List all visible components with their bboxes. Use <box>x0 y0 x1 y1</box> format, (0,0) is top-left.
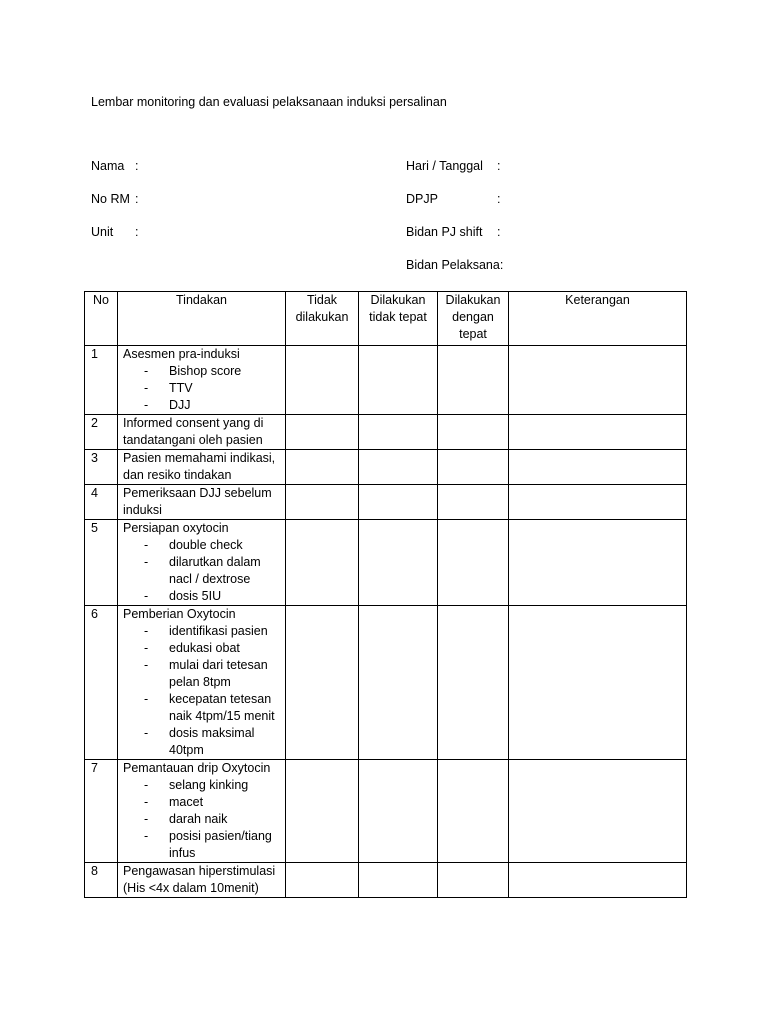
cell-dilakukan-dengan-tepat[interactable] <box>438 760 509 863</box>
cell-dilakukan-tidak-tepat[interactable] <box>359 450 438 485</box>
row-tindakan <box>118 415 286 450</box>
cell-tidak-dilakukan[interactable] <box>286 450 359 485</box>
table-row <box>85 346 687 415</box>
cell-tidak-dilakukan[interactable] <box>286 606 359 760</box>
field-no-rm-label: No RM <box>91 192 130 206</box>
cell-dilakukan-dengan-tepat[interactable] <box>438 415 509 450</box>
sub-item: - TTV <box>123 380 280 397</box>
tindakan-text: Pengawasan hiperstimulasi (His <4x dalam 10menit) <box>123 864 276 895</box>
header-keterangan: Keterangan <box>509 292 687 346</box>
row-tindakan <box>118 450 286 485</box>
row-number: 5 <box>85 520 118 606</box>
cell-keterangan[interactable] <box>509 346 687 415</box>
sub-item: - identifikasi pasien <box>123 623 280 640</box>
monitoring-table <box>84 291 687 898</box>
tindakan-text: Pemantauan drip Oxytocin <box>123 761 271 775</box>
cell-keterangan[interactable] <box>509 450 687 485</box>
sub-item: - DJJ <box>123 397 280 414</box>
tindakan-text: Persiapan oxytocin <box>123 521 229 535</box>
sub-item: - darah naik <box>123 811 280 828</box>
cell-tidak-dilakukan[interactable] <box>286 863 359 898</box>
cell-keterangan[interactable] <box>509 520 687 606</box>
header-tindakan: Tindakan <box>118 292 286 346</box>
cell-keterangan[interactable] <box>509 485 687 520</box>
row-tindakan <box>118 863 286 898</box>
tindakan-text: Informed consent yang di tandatangani oleh pasien <box>123 416 264 447</box>
tindakan-text: Pemberian Oxytocin <box>123 607 236 621</box>
row-number: 2 <box>85 415 118 450</box>
cell-keterangan[interactable] <box>509 863 687 898</box>
cell-dilakukan-dengan-tepat[interactable] <box>438 606 509 760</box>
sub-item: - double check <box>123 537 280 554</box>
sub-item-list <box>123 777 280 862</box>
row-tindakan <box>118 485 286 520</box>
cell-tidak-dilakukan[interactable] <box>286 346 359 415</box>
sub-item: - dosis 5IU <box>123 588 280 605</box>
field-bidan-pelaksana-label: Bidan Pelaksana: <box>406 258 504 272</box>
cell-dilakukan-dengan-tepat[interactable] <box>438 520 509 606</box>
row-number: 6 <box>85 606 118 760</box>
field-nama-label: Nama <box>91 159 125 173</box>
sub-item: - posisi pasien/tiang infus <box>123 828 280 862</box>
field-no-rm <box>91 191 139 208</box>
cell-tidak-dilakukan[interactable] <box>286 485 359 520</box>
field-hari-tanggal <box>406 158 501 175</box>
table-row <box>85 450 687 485</box>
field-bidan-pj-shift-label: Bidan PJ shift <box>406 225 483 239</box>
cell-keterangan[interactable] <box>509 606 687 760</box>
field-unit <box>91 224 139 241</box>
row-tindakan <box>118 760 286 863</box>
cell-tidak-dilakukan[interactable] <box>286 415 359 450</box>
sub-item-list <box>123 537 280 605</box>
row-tindakan <box>118 346 286 415</box>
cell-dilakukan-tidak-tepat[interactable] <box>359 863 438 898</box>
sub-item-list <box>123 363 280 414</box>
table-row <box>85 760 687 863</box>
sub-item: - selang kinking <box>123 777 280 794</box>
cell-dilakukan-dengan-tepat[interactable] <box>438 346 509 415</box>
cell-dilakukan-tidak-tepat[interactable] <box>359 520 438 606</box>
row-tindakan <box>118 606 286 760</box>
row-number: 8 <box>85 863 118 898</box>
field-unit-label: Unit <box>91 225 114 239</box>
field-nama-colon: : <box>135 159 139 173</box>
cell-keterangan[interactable] <box>509 415 687 450</box>
cell-dilakukan-dengan-tepat[interactable] <box>438 450 509 485</box>
table-row <box>85 415 687 450</box>
tindakan-text: Asesmen pra-induksi <box>123 347 240 361</box>
table-row <box>85 863 687 898</box>
row-number: 3 <box>85 450 118 485</box>
field-bidan-pelaksana <box>406 257 503 274</box>
sub-item: - Bishop score <box>123 363 280 380</box>
tindakan-text: Pemeriksaan DJJ sebelum induksi <box>123 486 272 517</box>
cell-keterangan[interactable] <box>509 760 687 863</box>
sub-item: - kecepatan tetesan naik 4tpm/15 menit <box>123 691 280 725</box>
page-title: Lembar monitoring dan evaluasi pelaksanaan induksi persalinan <box>91 95 447 109</box>
table-body <box>85 346 687 898</box>
field-hari-tanggal-label: Hari / Tanggal <box>406 159 483 173</box>
table-header-row <box>85 292 687 346</box>
tindakan-text: Pasien memahami indikasi, dan resiko tindakan <box>123 451 276 482</box>
cell-dilakukan-tidak-tepat[interactable] <box>359 415 438 450</box>
sub-item: - dosis maksimal 40tpm <box>123 725 280 759</box>
field-nama <box>91 158 139 175</box>
sub-item: - macet <box>123 794 280 811</box>
sub-item: - edukasi obat <box>123 640 280 657</box>
field-bidan-pj-shift-colon: : <box>497 225 501 239</box>
header-tidak-dilakukan: Tidak dilakukan <box>286 292 359 346</box>
cell-dilakukan-tidak-tepat[interactable] <box>359 346 438 415</box>
cell-dilakukan-tidak-tepat[interactable] <box>359 760 438 863</box>
field-dpjp-colon: : <box>497 192 501 206</box>
field-no-rm-colon: : <box>135 192 139 206</box>
cell-dilakukan-dengan-tepat[interactable] <box>438 863 509 898</box>
sub-item: - mulai dari tetesan pelan 8tpm <box>123 657 280 691</box>
header-dilakukan-tidak-tepat: Dilakukan tidak tepat <box>359 292 438 346</box>
cell-dilakukan-dengan-tepat[interactable] <box>438 485 509 520</box>
header-no: No <box>85 292 118 346</box>
cell-tidak-dilakukan[interactable] <box>286 520 359 606</box>
row-number: 4 <box>85 485 118 520</box>
row-number: 7 <box>85 760 118 863</box>
field-bidan-pj-shift <box>406 224 501 241</box>
field-hari-tanggal-colon: : <box>497 159 501 173</box>
header-dilakukan-dengan-tepat: Dilakukan dengan tepat <box>438 292 509 346</box>
sub-item: - dilarutkan dalam nacl / dextrose <box>123 554 280 588</box>
table-row <box>85 485 687 520</box>
cell-dilakukan-tidak-tepat[interactable] <box>359 485 438 520</box>
field-dpjp <box>406 191 501 208</box>
cell-tidak-dilakukan[interactable] <box>286 760 359 863</box>
field-dpjp-label: DPJP <box>406 192 438 206</box>
table-row <box>85 520 687 606</box>
sub-item-list <box>123 623 280 759</box>
cell-dilakukan-tidak-tepat[interactable] <box>359 606 438 760</box>
field-unit-colon: : <box>135 225 139 239</box>
row-number: 1 <box>85 346 118 415</box>
row-tindakan <box>118 520 286 606</box>
table-row <box>85 606 687 760</box>
